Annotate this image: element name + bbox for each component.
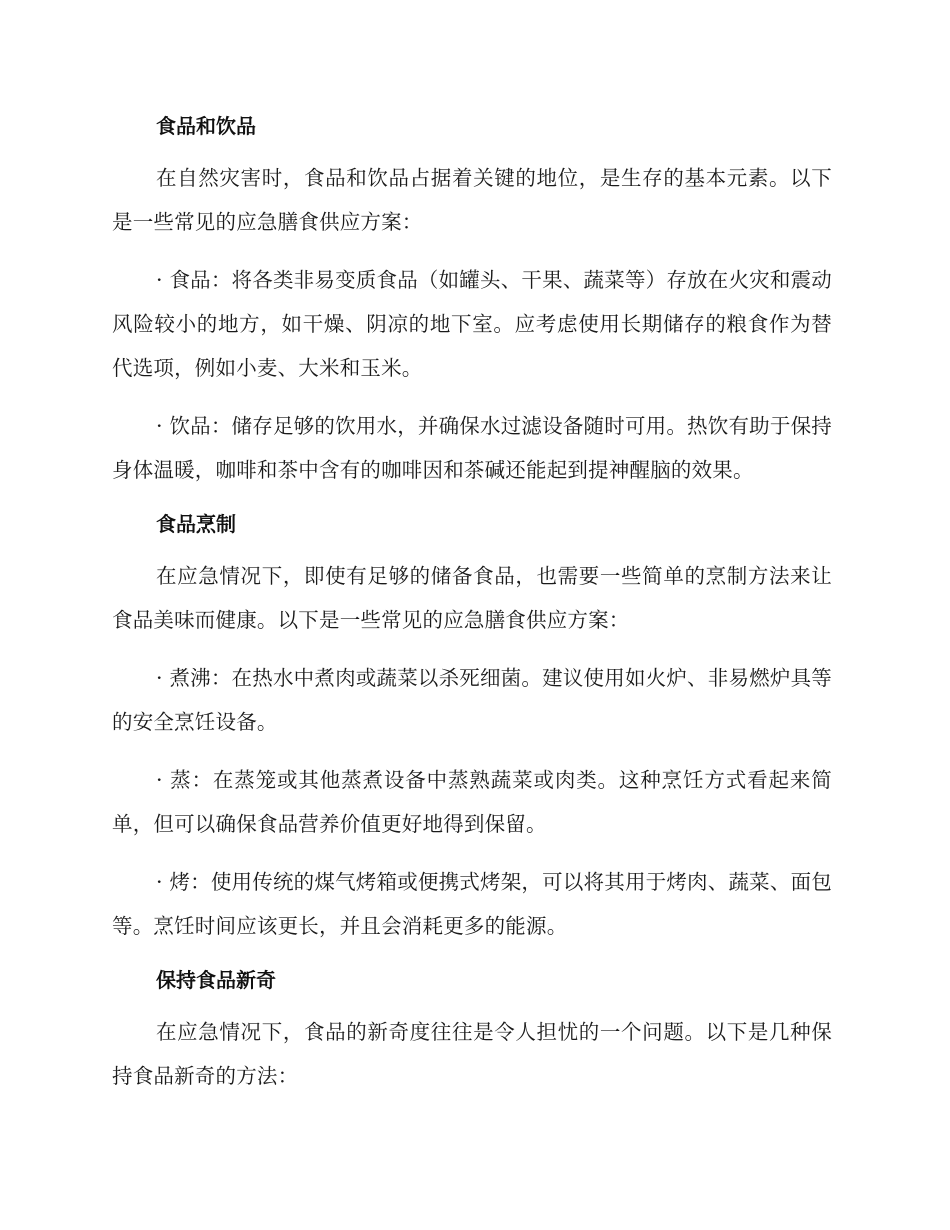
list-item-baking: · 烤：使用传统的煤气烤箱或便携式烤架，可以将其用于烤肉、蔬菜、面包等。烹饪时间应该更长，并且会消耗更多的能源。 [112, 870, 832, 938]
section-heading-food-and-drink: 食品和饮品 [156, 114, 256, 138]
section-intro-cooking: 在应急情况下，即使有足够的储备食品，也需要一些简单的烹制方法来让食品美味而健康。以下是一些常见的应急膳食供应方案： [112, 564, 832, 632]
list-item-boiling: · 煮沸：在热水中煮肉或蔬菜以杀死细菌。建议使用如火炉、非易燃炉具等的安全烹饪设备。 [112, 666, 832, 734]
section-intro-keep-food-novel: 在应急情况下，食品的新奇度往往是令人担忧的一个问题。以下是几种保持食品新奇的方法： [112, 1020, 832, 1088]
section-heading-cooking: 食品烹制 [156, 512, 236, 536]
section-intro-food-and-drink: 在自然灾害时，食品和饮品占据着关键的地位，是生存的基本元素。以下是一些常见的应急膳食供应方案： [112, 166, 832, 234]
document-page [112, 108, 832, 1112]
list-item-steaming: · 蒸：在蒸笼或其他蒸煮设备中蒸熟蔬菜或肉类。这种烹饪方式看起来简单，但可以确保食品营养价值更好地得到保留。 [112, 768, 832, 836]
section-heading-keep-food-novel: 保持食品新奇 [156, 968, 276, 992]
list-item-food: · 食品：将各类非易变质食品（如罐头、干果、蔬菜等）存放在火灾和震动风险较小的地方，如干燥、阴凉的地下室。应考虑使用长期储存的粮食作为替代选项，例如小麦、大米和玉米。 [112, 268, 832, 380]
list-item-drink: · 饮品：储存足够的饮用水，并确保水过滤设备随时可用。热饮有助于保持身体温暖，咖啡和茶中含有的咖啡因和茶碱还能起到提神醒脑的效果。 [112, 414, 832, 482]
